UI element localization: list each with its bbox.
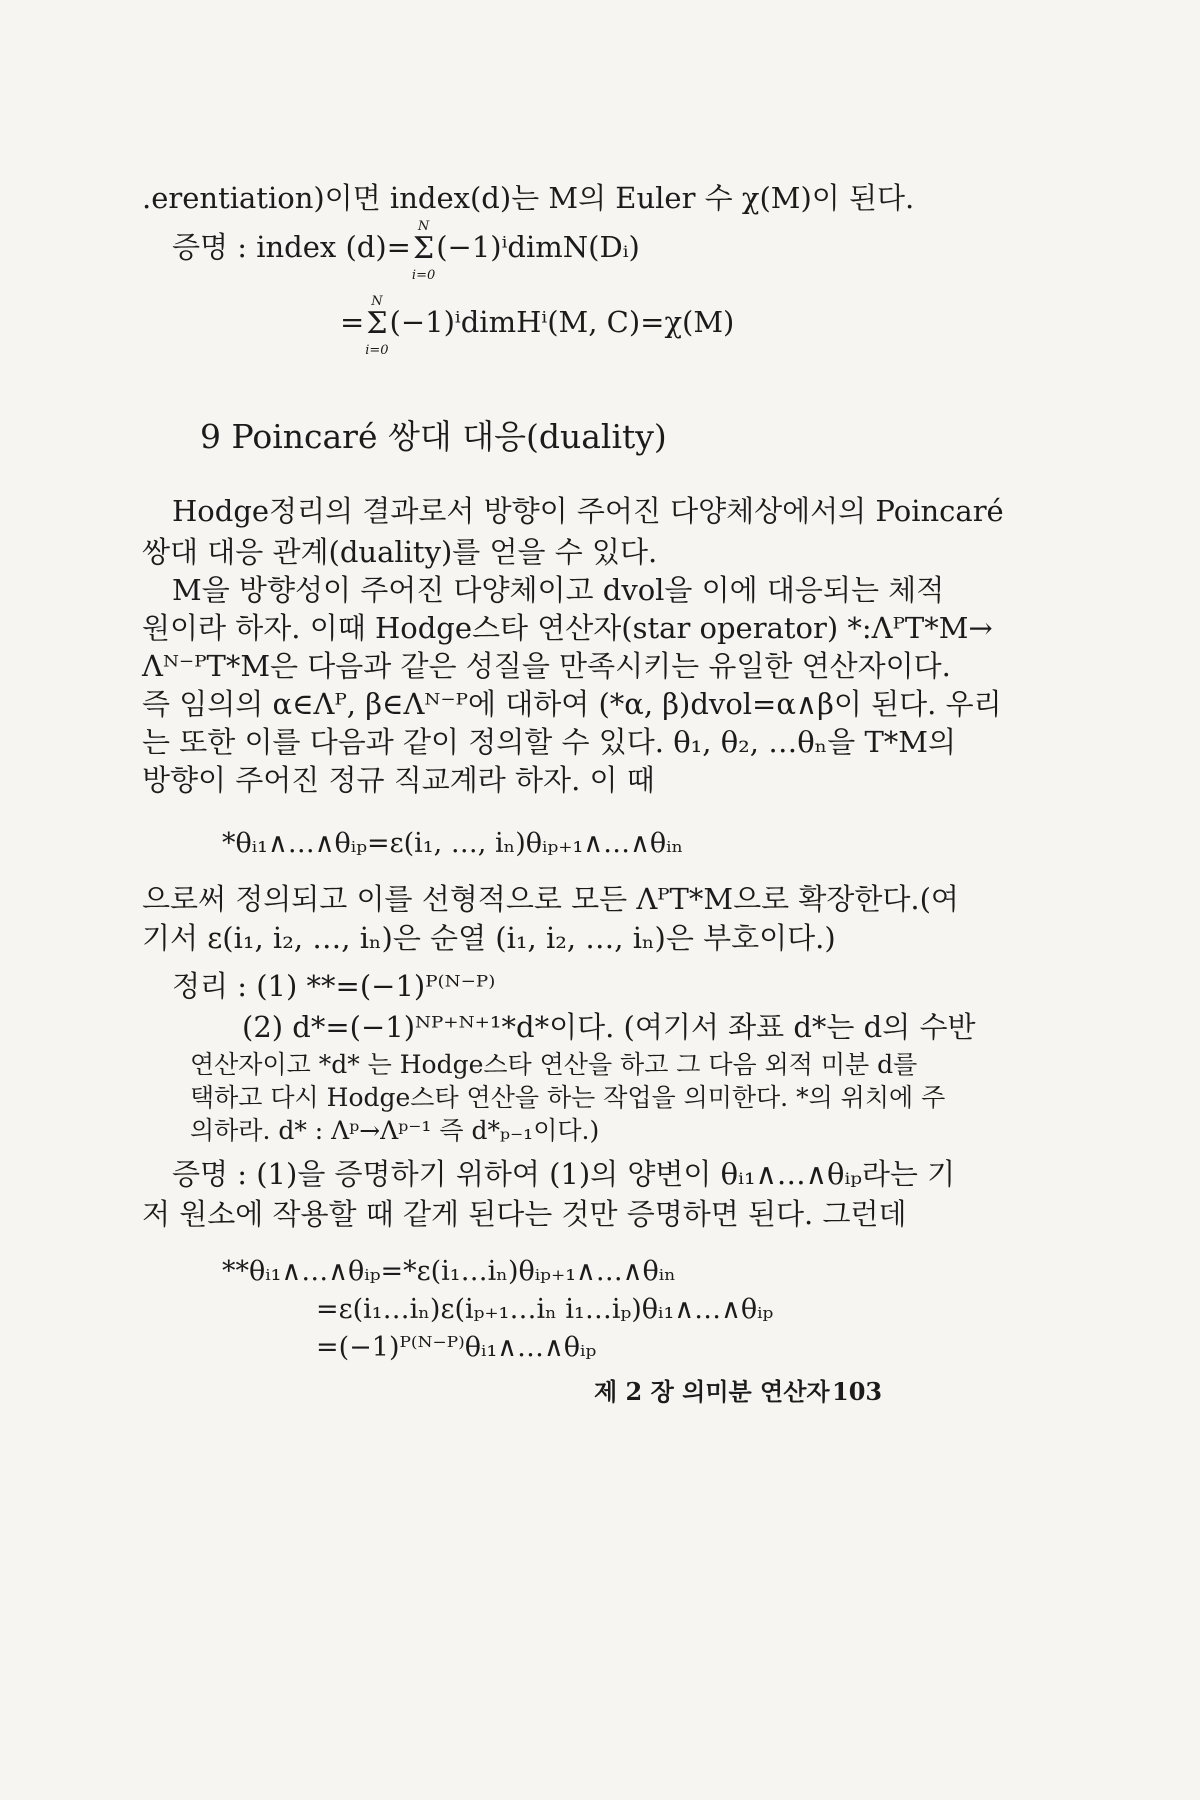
section-heading: 9 Poincaré 쌍대 대응(duality) xyxy=(200,417,667,456)
equation-star: *θᵢ₁∧…∧θᵢₚ=ε(i₁, …, iₙ)θᵢₚ₊₁∧…∧θᵢₙ xyxy=(222,828,684,859)
sum-upper: N xyxy=(417,219,430,234)
proof2-line-2: 저 원소에 작용할 때 같게 된다는 것만 증명하면 된다. 그런데 xyxy=(142,1197,907,1231)
equation-sign: =(−1)ᴾ⁽ᴺ⁻ᴾ⁾θᵢ₁∧…∧θᵢₚ xyxy=(316,1332,597,1363)
text-line-1: .erentiation)이면 index(d)는 M의 Euler 수 χ(M)이 된다. xyxy=(142,181,915,215)
para-line-1: Hodge정리의 결과로서 방향이 주어진 다양체상에서의 Poincaré xyxy=(172,494,1004,528)
sum-lower: i=0 xyxy=(411,268,436,283)
theorem-part-2: (2) d*=(−1)ᴺᴾ⁺ᴺ⁺¹*d*이다. (여기서 좌표 d*는 d의 수반 xyxy=(242,1010,976,1044)
sum-symbol-2: Σ N i=0 xyxy=(365,294,389,358)
para-line-10: 기서 ε(i₁, i₂, …, iₙ)은 순열 (i₁, i₂, …, iₙ)은 부호이다.) xyxy=(142,921,836,955)
sum-upper-2: N xyxy=(371,294,383,309)
proof-rhs: (−1)ⁱdimN(Dᵢ) xyxy=(436,230,640,264)
equation-epsilon: =ε(i₁…iₙ)ε(iₚ₊₁…iₙ i₁…iₚ)θᵢ₁∧…∧θᵢₚ xyxy=(316,1294,774,1325)
small-line-1: 연산자이고 *d* 는 Hodge스타 연산을 하고 그 다음 외적 미분 d를 xyxy=(190,1050,918,1079)
para-line-5: Λᴺ⁻ᴾT*M은 다음과 같은 성질을 만족시키는 유일한 연산자이다. xyxy=(142,649,951,683)
equation-euler: =Σ N i=0 (−1)ⁱdimHⁱ(M, C)=χ(M) xyxy=(340,294,735,358)
para-line-8: 방향이 주어진 정규 직교계라 하자. 이 때 xyxy=(142,763,655,797)
para-line-2: 쌍대 대응 관계(duality)를 얻을 수 있다. xyxy=(142,535,658,569)
theorem-part-1: 정리 : (1) **=(−1)ᴾ⁽ᴺ⁻ᴾ⁾ xyxy=(172,969,496,1003)
small-line-2: 택하고 다시 Hodge스타 연산을 하는 작업을 의미한다. *의 위치에 주 xyxy=(190,1083,946,1112)
page-number: 103 xyxy=(832,1377,883,1406)
proof-label: 증명 : index (d)= xyxy=(172,230,411,264)
para-line-4: 원이라 하자. 이때 Hodge스타 연산자(star operator) *:ΛᴾT*M→ xyxy=(142,611,993,645)
para-line-7: 는 또한 이를 다음과 같이 정의할 수 있다. θ₁, θ₂, …θₙ을 T*M의 xyxy=(142,725,957,759)
sum-lower-2: i=0 xyxy=(365,343,389,358)
footer-chapter: 제 2 장 의미분 연산자 xyxy=(594,1377,830,1406)
para-line-9: 으로써 정의되고 이를 선형적으로 모든 ΛᴾT*M으로 확장한다.(여 xyxy=(142,882,959,916)
para-line-3: M을 방향성이 주어진 다양체이고 dvol을 이에 대응되는 체적 xyxy=(172,573,945,607)
proof2-line-1: 증명 : (1)을 증명하기 위하여 (1)의 양변이 θᵢ₁∧…∧θᵢₚ라는 기 xyxy=(172,1157,956,1191)
para-line-6: 즉 임의의 α∈Λᴾ, β∈Λᴺ⁻ᴾ에 대하여 (*α, β)dvol=α∧β이 된다. 우리 xyxy=(142,687,1002,721)
small-line-3: 의하라. d* : Λᵖ→Λᵖ⁻¹ 즉 d*ₚ₋₁이다.) xyxy=(190,1116,600,1145)
equation-double-star: **θᵢ₁∧…∧θᵢₚ=*ε(i₁…iₙ)θᵢₚ₊₁∧…∧θᵢₙ xyxy=(222,1256,676,1287)
proof-index-line xyxy=(172,219,640,283)
euler-rhs: (−1)ⁱdimHⁱ(M, C)=χ(M) xyxy=(389,305,735,339)
sum-symbol: Σ N i=0 xyxy=(411,219,436,283)
